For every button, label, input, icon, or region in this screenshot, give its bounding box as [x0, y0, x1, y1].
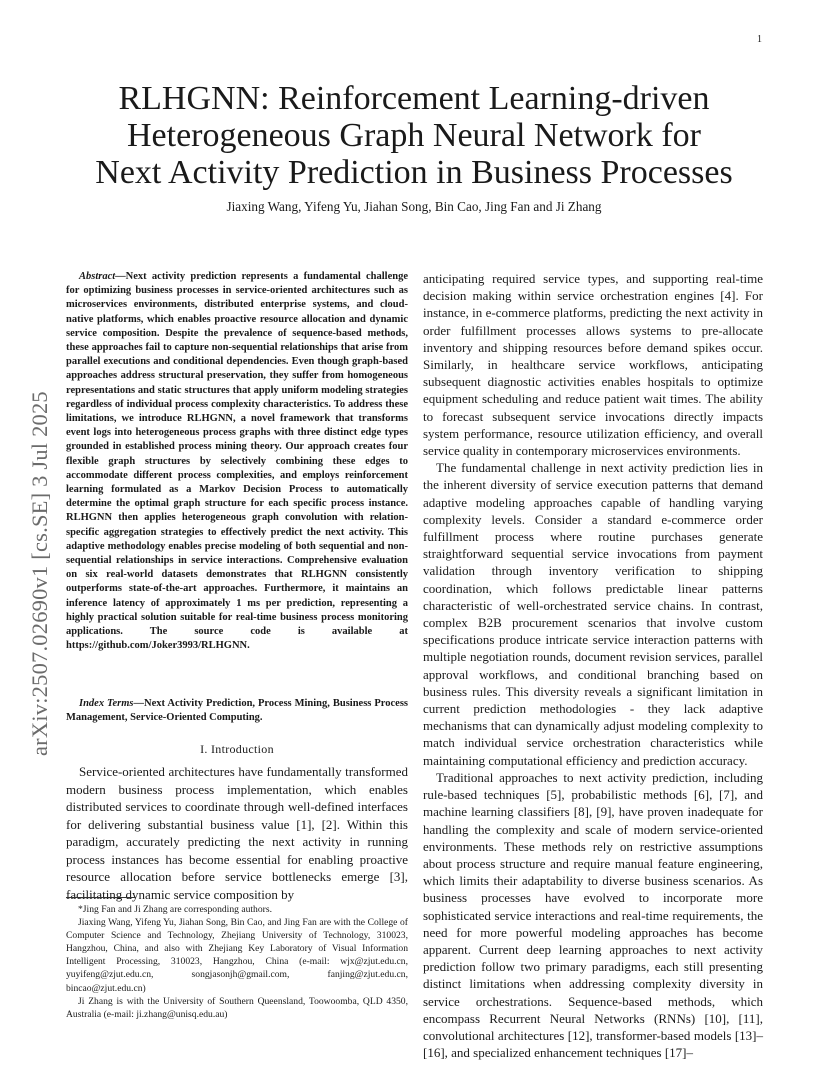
intro-paragraph: Service-oriented architectures have fundamentally transformed modern business process implementation, which enables distributed services to coordinate through well-defined interfaces for delivering substantial business value [1], [2]. Within this paradigm, accurately predicting the next activity in running process instances has become essential for enabling proactive resource allocation before service bottlenecks emerge [3], facilitating dynamic service composition by	[66, 764, 408, 902]
right-column-text	[423, 270, 763, 1061]
body-paragraph: The fundamental challenge in next activity prediction lies in the inherent diversity of service execution patterns that demand adaptive modeling approaches capable of handling varying complexity levels. Consider a standard e-commerce order fulfillment process where routine purchases generate straightforward sequential service invocations from payment validation through inventory verification to shipping coordination, which follows predictable linear patterns characteristic of well-orchestrated service chains. In contrast, complex B2B procurement scenarios that involve custom specifications produce intricate service interaction patterns with multiple negotiation rounds, document revision services, parallel approval workflows, and conditional branching based on business rules. This diversity reveals a significant limitation in current prediction methodologies - they lack adaptive mechanisms that can dynamically adjust modeling complexity to match individual service orchestration characteristics while maintaining computational efficiency and prediction accuracy.	[423, 460, 763, 768]
footnote-rule	[66, 897, 136, 898]
author-list: Jiaxing Wang, Yifeng Yu, Jiahan Song, Bin Cao, Jing Fan and Ji Zhang	[226, 199, 602, 214]
section-heading-introduction: I. Introduction	[200, 742, 274, 756]
paper-title: RLHGNN: Reinforcement Learning-driven Heterogeneous Graph Neural Network for Next Activity Prediction in Business Processes	[95, 80, 733, 191]
arxiv-identifier: arXiv:2507.02690v1 [cs.SE] 3 Jul 2025	[27, 391, 52, 756]
abstract	[66, 270, 408, 653]
footnote-affiliation-usq: Ji Zhang is with the University of Southern Queensland, Toowoomba, QLD 4350, Australia (e-mail: ji.zhang@unisq.edu.au)	[66, 995, 408, 1020]
page-number: 1	[757, 34, 762, 45]
body-paragraph: anticipating required service types, and supporting real-time decision making within service orchestration engines [4]. For instance, in e-commerce platforms, predicting the next activity in order fulfillment processes allows systems to pre-allocate inventory and shipping resources before demand spikes occur. Similarly, in healthcare service workflows, anticipating subsequent diagnostic activities enables hospitals to optimize equipment scheduling and reduce patient wait times. The ability to forecast subsequent service invocations directly impacts system performance, resource utilization efficiency, and overall service quality in contemporary microservices environments.	[423, 271, 763, 459]
footnote-corresponding: *Jing Fan and Ji Zhang are corresponding authors.	[78, 904, 272, 915]
footnote-affiliation-zjut: Jiaxing Wang, Yifeng Yu, Jiahan Song, Bin Cao, and Jing Fan are with the College of Computer Science and Technology, Zhejiang University of Technology, 310023, Hangzhou, China, and also with Zhejiang Key Laboratory of Visual Information Intelligent Processing, 310023, Hangzhou, China (e-mail: wjx@zjut.edu.cn, yuyifeng@zjut.edu.cn, songjasonjh@gmail.com, fanjing@zjut.edu.cn, bincao@zjut.edu.cn)	[66, 917, 408, 994]
intro-text	[66, 763, 408, 903]
abstract-label: Abstract	[79, 271, 116, 282]
footnotes	[66, 903, 408, 1021]
index-terms-label: Index Terms	[79, 698, 134, 709]
body-paragraph: Traditional approaches to next activity prediction, including rule-based techniques [5], probabilistic methods [6], [7], and machine learning classifiers [8], [9], have proven inadequate for handling the complexity and scale of modern service-oriented environments. These methods rely on restrictive assumptions about process structure and require manual feature engineering, which limits their adaptability to diverse business scenarios. As business processes have evolved to incorporate more sophisticated service interactions and real-time requirements, the need for more powerful modeling approaches has become apparent. Current deep learning approaches to next activity prediction follow two primary paradigms, each still presenting distinct limitations when addressing complexity diversity in service orchestrations. Sequence-based methods, which encompass Recurrent Neural Networks (RNNs) [10], [11], convolutional architectures [12], transformer-based models [13]–[16], and specialized enhancement techniques [17]–	[423, 769, 763, 1061]
abstract-text: —Next activity prediction represents a fundamental challenge for optimizing business processes in service-oriented architectures such as microservices environments, distributed enterprise systems, and cloud-native platforms, which enables proactive resource allocation and dynamic service composition. Despite the prevalence of sequence-based methods, these approaches fail to capture non-sequential relationships that arise from parallel executions and conditional dependencies. Even though graph-based approaches address structural preservation, they suffer from homogeneous representations and static structures that apply uniform modeling strategies regardless of individual process complexity characteristics. To address these limitations, we introduce RLHGNN, a novel framework that transforms event logs into heterogeneous process graphs with three distinct edge types grounded in established process mining theory. Our approach creates four flexible graph structures by selectively combining these edges to accommodate different process complexities, and employs reinforcement learning formulated as a Markov Decision Process to automatically determine the optimal graph structure for each specific process instance. RLHGNN then applies heterogeneous graph convolution with relation-specific aggregation strategies to effectively predict the next activity. This adaptive methodology enables precise modeling of both sequential and non-sequential relationships in service interactions. Comprehensive evaluation on six real-world datasets demonstrates that RLHGNN consistently outperforms state-of-the-art approaches. Furthermore, it maintains an inference latency of approximately 1 ms per prediction, representing a highly practical solution suitable for real-time business process monitoring applications. The source code is available at https://github.com/Joker3993/RLHGNN.	[66, 271, 408, 652]
index-terms-text: —Next Activity Prediction, Process Mining, Business Process Management, Service-Oriented Computing.	[66, 698, 408, 723]
index-terms	[66, 697, 408, 724]
